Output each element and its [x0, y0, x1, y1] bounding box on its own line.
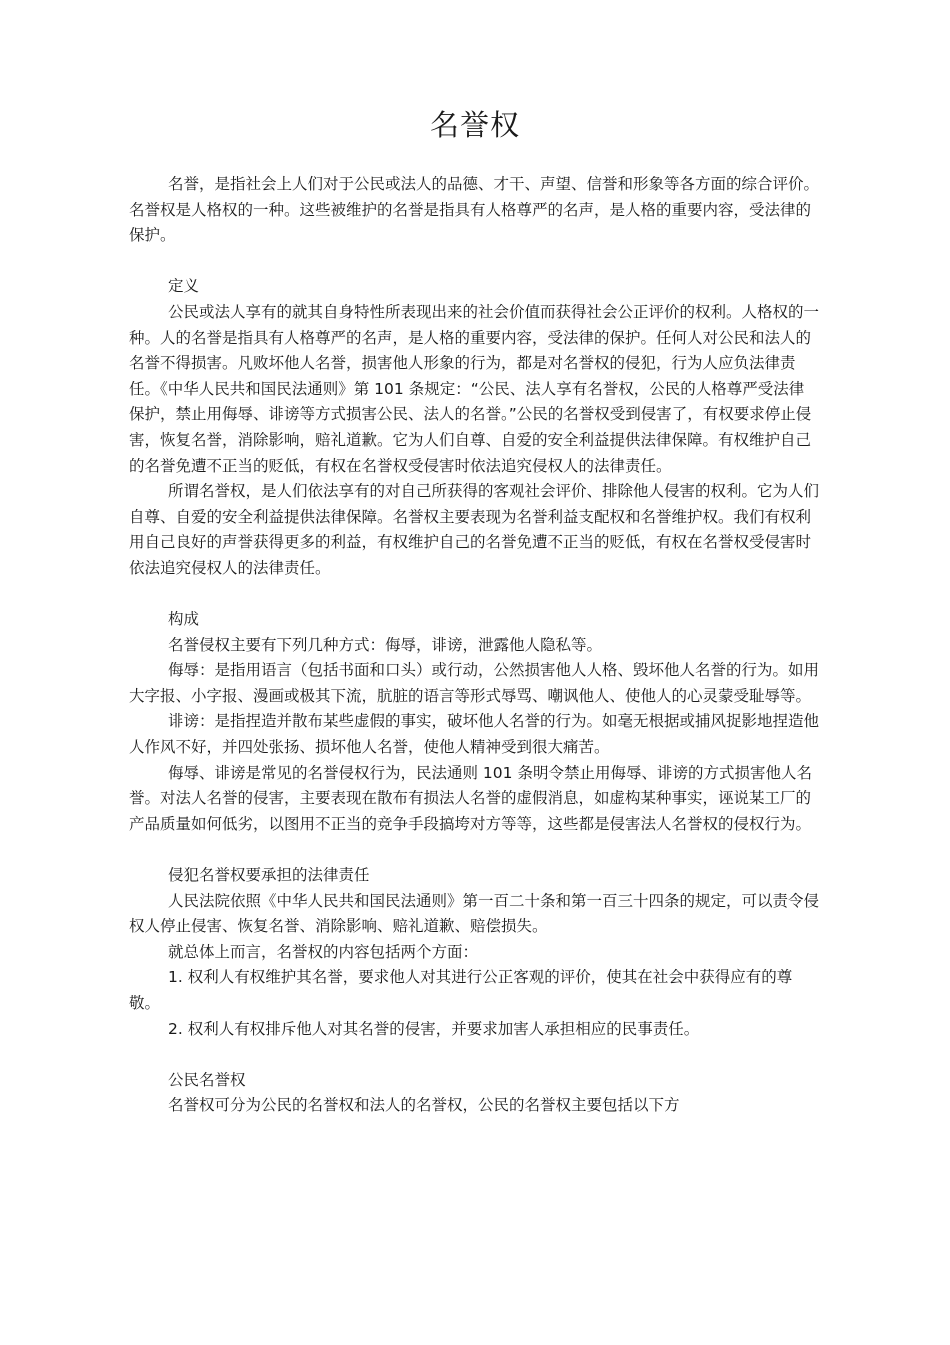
section-heading-citizen: 公民名誉权 [168, 1070, 246, 1089]
composition-paragraph-1: 名誉侵权主要有下列几种方式：侮辱，诽谤，泄露他人隐私等。 [168, 635, 603, 654]
definition-paragraph-2: 所谓名誉权，是人们依法享有的对自己所获得的客观社会评价、排除他人侵害的权利。它为人们自尊、自爱的安全利益提供法律保障。名誉权主要表现为名誉利益支配权和名誉维护权。我们有权利用自己良好的声誉获得更多的利益，有权维护自己的名誉免遭不正当的贬低，有权在名誉权受侵害时依法追究侵权人的法律责任。 [129, 482, 820, 577]
section-heading-definition: 定义 [168, 277, 200, 296]
liability-item-2: 2. 权利人有权排斥他人对其名誉的侵害，并要求加害人承担相应的民事责任。 [168, 1019, 700, 1038]
spacer [129, 1042, 819, 1068]
section-heading-composition: 构成 [168, 610, 200, 629]
section-heading-liability: 侵犯名誉权要承担的法律责任 [168, 866, 370, 885]
page-title: 名誉权 [429, 108, 520, 142]
liability-item-1: 1. 权利人有权维护其名誉，要求他人对其进行公正客观的评价，使其在社会中获得应有的尊敬。 [129, 968, 793, 1012]
definition-paragraph-1: 公民或法人享有的就其自身特性所表现出来的社会价值而获得社会公正评价的权利。人格权的一种。人的名誉是指具有人格尊严的名声，是人格的重要内容，受法律的保护。任何人对公民和法人的名誉不得损害。凡败坏他人名誉，损害他人形象的行为，都是对名誉权的侵犯，行为人应负法律责任。《中华人民共和国民法通则》第 101 条规定：“公民、法人享有名誉权，公民的人格尊严受法律保护，禁止用侮辱、诽谤等方式损害公民、法人的名誉。”公民的名誉权受到侵害了，有权要求停止侵害，恢复名誉，消除影响，赔礼道歉。它为人们自尊、自爱的安全利益提供法律保障。有权维护自己的名誉免遭不正当的贬低，有权在名誉权受侵害时依法追究侵权人的法律责任。 [129, 302, 820, 475]
citizen-paragraph-1: 名誉权可分为公民的名誉权和法人的名誉权，公民的名誉权主要包括以下方 [168, 1096, 680, 1115]
composition-paragraph-3: 诽谤：是指捏造并散布某些虚假的事实，破坏他人名誉的行为。如毫无根据或捕风捉影地捏造他人作风不好，并四处张扬、损坏他人名誉，使他人精神受到很大痛苦。 [129, 712, 820, 757]
intro-paragraph: 名誉，是指社会上人们对于公民或法人的品德、才干、声望、信誉和形象等各方面的综合评价。名誉权是人格权的一种。这些被维护的名誉是指具有人格尊严的名声，是人格的重要内容，受法律的保护。 [129, 175, 820, 245]
liability-paragraph-1: 人民法院依照《中华人民共和国民法通则》第一百二十条和第一百三十四条的规定，可以责令侵权人停止侵害、恢复名誉、消除影响、赔礼道歉、赔偿损失。 [129, 891, 820, 936]
liability-paragraph-2: 就总体上而言，名誉权的内容包括两个方面： [168, 942, 479, 961]
spacer [129, 837, 819, 863]
spacer [129, 249, 819, 275]
spacer [129, 582, 819, 608]
composition-paragraph-4: 侮辱、诽谤是常见的名誉侵权行为，民法通则 101 条明令禁止用侮辱、诽谤的方式损害他人名誉。对法人名誉的侵害，主要表现在散布有损法人名誉的虚假消息，如虚构某种事实，诬说某工厂的产品质量如何低劣，以图用不正当的竞争手段搞垮对方等等，这些都是侵害法人名誉权的侵权行为。 [129, 763, 812, 833]
document-body [129, 172, 819, 1119]
composition-paragraph-2: 侮辱：是指用语言（包括书面和口头）或行动，公然损害他人人格、毁坏他人名誉的行为。如用大字报、小字报、漫画或极其下流，肮脏的语言等形式辱骂、嘲讽他人、使他人的心灵蒙受耻辱等。 [129, 661, 820, 705]
